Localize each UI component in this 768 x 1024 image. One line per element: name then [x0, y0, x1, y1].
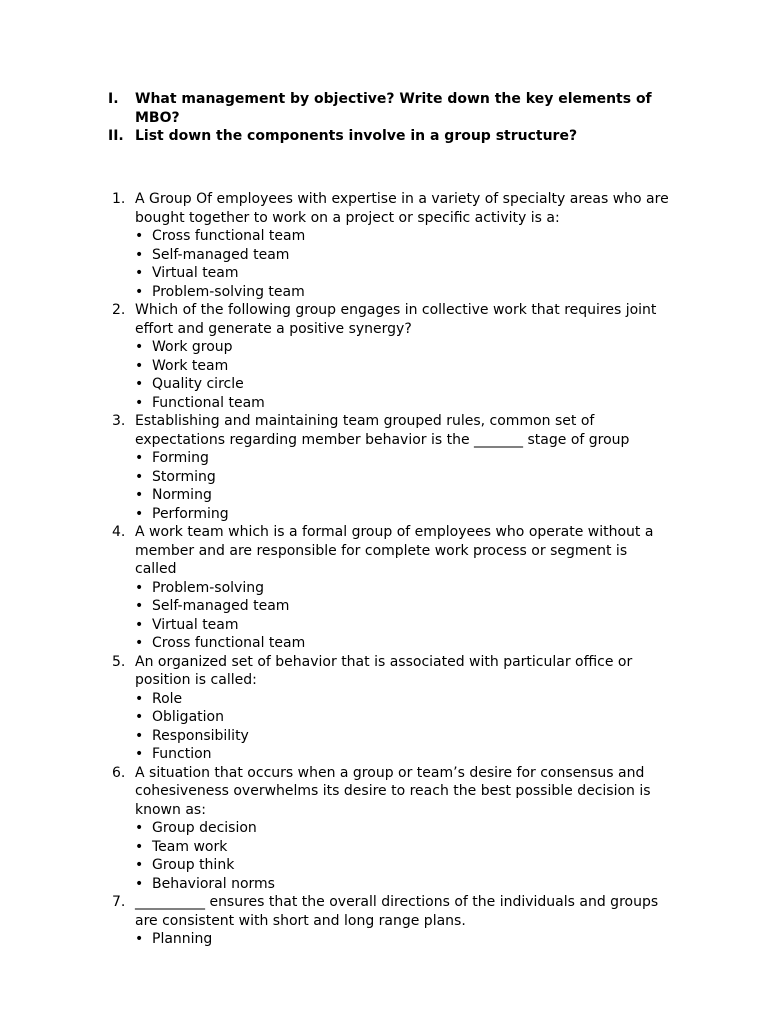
multiple-choice-question-list	[112, 190, 672, 949]
question-text: __________ ensures that the overall directions of the individuals and groups are consistent with short and long range plans.	[135, 894, 659, 929]
option-item	[135, 930, 672, 949]
option-item	[135, 394, 672, 413]
bullet-icon: •	[135, 727, 144, 744]
mcq-item	[112, 523, 672, 653]
option-item	[135, 505, 672, 524]
option-text: Group think	[152, 857, 235, 873]
bullet-icon: •	[135, 376, 144, 392]
option-text: Virtual team	[152, 616, 239, 633]
option-text: Norming	[152, 487, 212, 503]
option-list	[135, 819, 672, 893]
bullet-icon: •	[135, 579, 144, 596]
option-list	[135, 338, 672, 412]
question-text: An organized set of behavior that is associated with particular office or position is called:	[135, 653, 633, 688]
question-number: 5.	[112, 653, 126, 670]
mcq-item	[112, 893, 672, 949]
option-item	[135, 616, 672, 635]
question-text: Which of the following group engages in collective work that requires joint effort and generate a positive synergy?	[135, 302, 657, 337]
question-body	[135, 301, 672, 412]
option-text: Team work	[152, 838, 228, 855]
option-text: Group decision	[152, 820, 257, 836]
bullet-icon: •	[135, 616, 144, 633]
option-list	[135, 227, 672, 301]
option-list	[135, 579, 672, 653]
option-text: Planning	[152, 931, 213, 947]
question-number: 7.	[112, 894, 126, 910]
question-number: 3.	[112, 413, 126, 429]
option-item	[135, 227, 672, 246]
option-text: Work team	[152, 357, 229, 374]
essay-question	[108, 127, 668, 146]
option-text: Obligation	[152, 709, 224, 725]
option-text: Self-managed team	[152, 598, 290, 614]
question-text: A situation that occurs when a group or team’s desire for consensus and cohesiveness overwhelms its desire to reach the best possible decision is known as:	[135, 764, 651, 818]
option-item	[135, 449, 672, 468]
mcq-item	[112, 301, 672, 412]
essay-question	[108, 90, 668, 127]
bullet-icon: •	[135, 931, 144, 947]
option-list	[135, 449, 672, 523]
option-item	[135, 856, 672, 875]
option-item	[135, 819, 672, 838]
bullet-icon: •	[135, 265, 144, 281]
mcq-item	[112, 653, 672, 764]
mcq-item	[112, 412, 672, 523]
essay-question-numeral: I.	[108, 91, 119, 107]
question-number: 4.	[112, 524, 126, 540]
option-text: Forming	[152, 450, 209, 466]
bullet-icon: •	[135, 505, 144, 522]
option-text: Role	[152, 690, 183, 707]
question-number: 1.	[112, 191, 126, 207]
option-item	[135, 690, 672, 709]
option-list	[135, 690, 672, 764]
question-body	[135, 893, 672, 949]
question-body	[135, 764, 672, 894]
question-body	[135, 653, 672, 764]
option-text: Storming	[152, 468, 216, 485]
question-body	[135, 523, 672, 653]
question-text: A Group Of employees with expertise in a variety of specialty areas who are bought together to work on a project or specific activity is a:	[135, 191, 669, 226]
essay-question-text: What management by objective? Write down the key elements of MBO?	[135, 91, 652, 126]
bullet-icon: •	[135, 875, 144, 892]
option-item	[135, 838, 672, 857]
bullet-icon: •	[135, 339, 144, 355]
question-text: Establishing and maintaining team grouped rules, common set of expectations regarding member behavior is the _______ stage of group	[135, 413, 630, 448]
bullet-icon: •	[135, 357, 144, 374]
option-item	[135, 486, 672, 505]
option-item	[135, 597, 672, 616]
question-body	[135, 190, 672, 301]
option-text: Problem-solving	[152, 579, 264, 596]
bullet-icon: •	[135, 228, 144, 244]
option-list	[135, 930, 672, 949]
question-number: 6.	[112, 764, 126, 781]
option-text: Work group	[152, 339, 233, 355]
essay-question-list	[108, 90, 668, 146]
option-item	[135, 338, 672, 357]
option-text: Performing	[152, 505, 229, 522]
option-item	[135, 357, 672, 376]
essay-question-text: List down the components involve in a group structure?	[135, 128, 578, 144]
option-item	[135, 246, 672, 265]
bullet-icon: •	[135, 598, 144, 614]
bullet-icon: •	[135, 450, 144, 466]
option-text: Self-managed team	[152, 246, 290, 263]
bullet-icon: •	[135, 709, 144, 725]
essay-question-numeral: II.	[108, 128, 124, 144]
bullet-icon: •	[135, 283, 144, 300]
mcq-item	[112, 190, 672, 301]
option-text: Functional team	[152, 394, 265, 411]
option-text: Cross functional team	[152, 635, 306, 651]
bullet-icon: •	[135, 746, 144, 762]
bullet-icon: •	[135, 635, 144, 651]
bullet-icon: •	[135, 690, 144, 707]
bullet-icon: •	[135, 838, 144, 855]
option-item	[135, 264, 672, 283]
mcq-item	[112, 764, 672, 894]
option-item	[135, 579, 672, 598]
option-item	[135, 875, 672, 894]
option-item	[135, 634, 672, 653]
question-number: 2.	[112, 302, 126, 318]
option-text: Responsibility	[152, 727, 249, 744]
option-item	[135, 708, 672, 727]
question-body	[135, 412, 672, 523]
option-text: Cross functional team	[152, 228, 306, 244]
option-item	[135, 468, 672, 487]
bullet-icon: •	[135, 820, 144, 836]
option-text: Quality circle	[152, 376, 244, 392]
option-item	[135, 727, 672, 746]
option-item	[135, 745, 672, 764]
option-text: Behavioral norms	[152, 875, 275, 892]
option-text: Function	[152, 746, 212, 762]
bullet-icon: •	[135, 394, 144, 411]
bullet-icon: •	[135, 246, 144, 263]
option-item	[135, 375, 672, 394]
option-item	[135, 283, 672, 302]
bullet-icon: •	[135, 487, 144, 503]
option-text: Problem-solving team	[152, 283, 305, 300]
bullet-icon: •	[135, 857, 144, 873]
bullet-icon: •	[135, 468, 144, 485]
question-text: A work team which is a formal group of employees who operate without a member and are responsible for complete work process or segment is called	[135, 524, 654, 577]
option-text: Virtual team	[152, 265, 239, 281]
